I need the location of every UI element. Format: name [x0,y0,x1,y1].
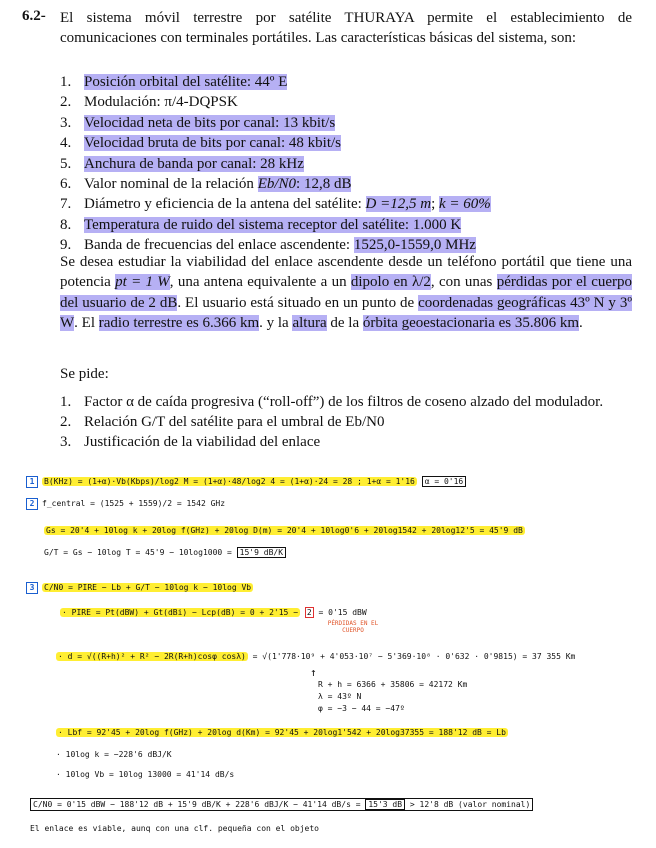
solution-line-12: · 10log k = −228'6 dBJ/K [56,750,172,759]
solution-line-13: · 10log Vb = 10log 13000 = 41'14 dB/s [56,770,235,779]
solution-line-2: 2 f_central = (1525 + 1559)/2 = 1542 GHz [26,498,225,510]
section-number: 6.2- [22,8,46,24]
question-item: 2. Relación G/T del satélite para el umbral de Eb/N0 [60,414,385,430]
solution-line-3: Gs = 20'4 + 10log k + 20log f(GHz) + 20log D(m) = 20'4 + 10log0'6 + 20log1542 + 20log12'5 = 45'9 dB [46,526,523,535]
arrow-up-icon: ↑ [310,666,317,679]
problem-paragraph: Se desea estudiar la viabilidad del enlace ascendente desde un teléfono portátil que tiene una potencia pt = 1 W, una antena equivalente a un dipolo en λ/2, con unas pérdidas por el cuerpo del usuario de 2 dB. El usuario está situado en un punto de coordenadas geográficas 43º N y 3º W. El radio terrestre es 6.366 km. y la altura de la órbita geoestacionaria es 35.806 km. [60,254,633,332]
question-item: 1. Factor α de caída progresiva (“roll-off”) de los filtros de coseno alzado del modulador. [60,394,604,410]
solution-line-5: 3 C/N0 = PIRE − Lb + G/T − 10log k − 10log Vb [26,582,253,594]
list-item: 5. Anchura de banda por canal: 28 kHz [60,155,304,172]
body-loss-note: PÉRDIDAS EN EL CUERPO [327,620,379,634]
list-item: 1. Posición orbital del satélite: 44º E [60,74,288,90]
solution-line-1: 1 B(KHz) = (1+α)·Vb(Kbps)/log2 M = (1+α)·48/log2 4 = (1+α)·24 = 28 ; 1+α = 1'16 α = 0'16 [26,476,466,488]
question-list [60,392,632,452]
handwritten-solution [0,466,656,848]
list-item: 7. Diámetro y eficiencia de la antena del satélite: D =12,5 m; k = 60% [60,196,491,213]
solution-line-4: G/T = Gs − 10log T = 45'9 − 10log1000 = 15'9 dB/K [44,548,286,557]
solution-line-8: R + h = 6366 + 35806 = 42172 Km [318,680,468,689]
list-item: 6. Valor nominal de la relación Eb/N0: 12,8 dB [60,175,352,192]
list-item: 9. Banda de frecuencias del enlace ascendente: 1525,0-1559,0 MHz [60,237,476,254]
feature-list [60,72,491,256]
solution-line-14: C/N0 = 0'15 dBW − 188'12 dB + 15'9 dB/K + 228'6 dBJ/K − 41'14 dB/s = 15'3 dB > 12'8 dB (valor nominal) [30,798,533,811]
list-item: 3. Velocidad neta de bits por canal: 13 kbit/s [60,114,336,131]
solution-line-11: · Lbf = 92'45 + 20log f(GHz) + 20log d(Km) = 92'45 + 20log1'542 + 20log37355 = 188'12 dB = Lb [58,728,506,737]
se-pide-heading: Se pide: [60,366,109,382]
list-item: 4. Velocidad bruta de bits por canal: 48 kbit/s [60,135,342,152]
question-item: 3. Justificación de la viabilidad del enlace [60,434,321,450]
list-item: 2. Modulación: π/4-DQPSK [60,94,238,111]
solution-line-10: φ = −3 − 44 = −47º [318,704,405,713]
solution-line-15: El enlace es viable, aunq con una clf. pequeña con el objeto [30,824,319,833]
list-item: 8. Temperatura de ruido del sistema receptor del satélite: 1.000 K [60,216,462,233]
intro-text: El sistema móvil terrestre por satélite THURAYA permite el establecimiento de comunicaciones con terminales portátiles. Las características básicas del sistema, son: [60,10,632,46]
solution-line-7: · d = √((R+h)² + R² − 2R(R+h)cosφ cosλ) = √(1'778·10⁹ + 4'053·10⁷ − 5'369·10⁸ · 0'632 · 0'9815) = 37 355 Km [58,652,576,661]
solution-line-6: · PIRE = Pt(dBW) + Gt(dBi) − Lcp(dB) = 0 + 2'15 − 2 = 0'15 dBW [62,608,367,617]
solution-line-9: λ = 43º N [318,692,362,701]
